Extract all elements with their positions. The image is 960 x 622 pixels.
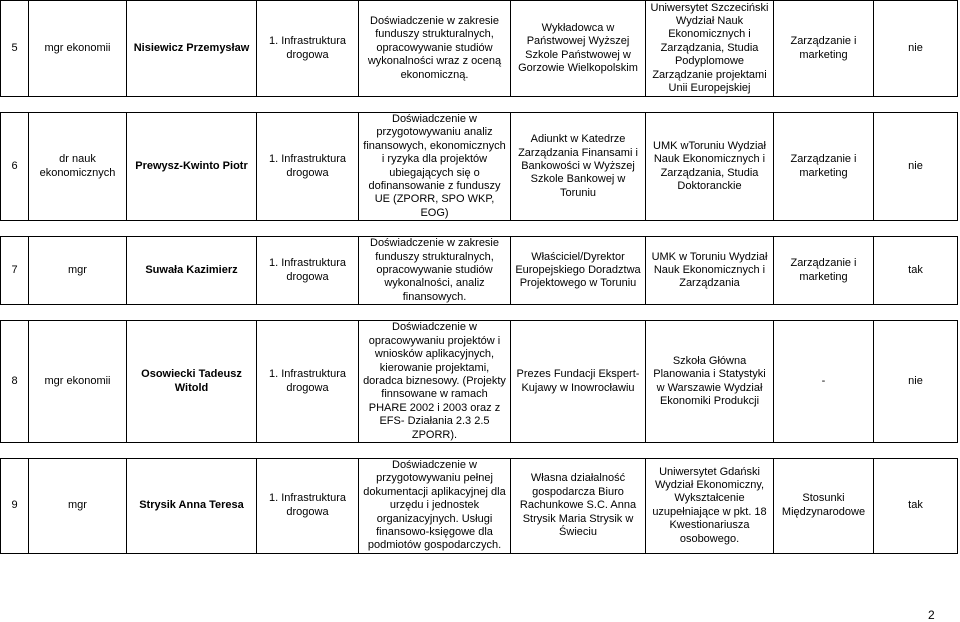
row-spacer — [1, 305, 958, 321]
row-spacer — [1, 221, 958, 237]
education-cell: Uniwersytet Szczeciński Wydział Nauk Ekonomicznych i Zarządzania, Studia Podyplomowe Zarządzanie projektami Unii Europejskiej — [646, 1, 774, 97]
table-row — [1, 237, 958, 305]
area-cell: 1. Infrastruktura drogowa — [257, 237, 359, 305]
row-number: 9 — [1, 458, 29, 553]
position-cell: Właściciel/Dyrektor Europejskiego Doradztwa Projektowego w Toruniu — [511, 237, 646, 305]
education-cell: Szkoła Główna Planowania i Statystyki w Warszawie Wydział Ekonomiki Produkcji — [646, 321, 774, 443]
experience-cell: Doświadczenie w zakresie funduszy strukturalnych, opracowywanie studiów wykonalności wraz z oceną ekonomiczną. — [359, 1, 511, 97]
answer-cell: tak — [874, 458, 958, 553]
answer-cell: tak — [874, 237, 958, 305]
degree-cell: mgr — [29, 237, 127, 305]
education-cell: UMK wToruniu Wydział Nauk Ekonomicznych i Zarządzania, Studia Doktoranckie — [646, 113, 774, 221]
name-cell: Osowiecki Tadeusz Witold — [127, 321, 257, 443]
degree-cell: mgr ekonomii — [29, 321, 127, 443]
name-cell: Prewysz-Kwinto Piotr — [127, 113, 257, 221]
answer-cell: nie — [874, 113, 958, 221]
area-cell: 1. Infrastruktura drogowa — [257, 321, 359, 443]
name-cell: Suwała Kazimierz — [127, 237, 257, 305]
degree-cell: mgr — [29, 458, 127, 553]
area-cell: 1. Infrastruktura drogowa — [257, 113, 359, 221]
table-body — [1, 1, 958, 554]
education-cell: UMK w Toruniu Wydział Nauk Ekonomicznych i Zarządzania — [646, 237, 774, 305]
specialization-cell: Zarządzanie i marketing — [774, 113, 874, 221]
row-number: 8 — [1, 321, 29, 443]
name-cell: Strysik Anna Teresa — [127, 458, 257, 553]
degree-cell: mgr ekonomii — [29, 1, 127, 97]
table-row — [1, 321, 958, 443]
area-cell: 1. Infrastruktura drogowa — [257, 1, 359, 97]
position-cell: Adiunkt w Katedrze Zarządzania Finansami i Bankowości w Wyższej Szkole Bankowej w Toruniu — [511, 113, 646, 221]
position-cell: Własna działalność gospodarcza Biuro Rachunkowe S.C. Anna Strysik Maria Strysik w Świeciu — [511, 458, 646, 553]
area-cell: 1. Infrastruktura drogowa — [257, 458, 359, 553]
row-number: 6 — [1, 113, 29, 221]
education-cell: Uniwersytet Gdański Wydział Ekonomiczny, Wykształcenie uzupełniające w pkt. 18 Kwestionariusza osobowego. — [646, 458, 774, 553]
name-cell: Nisiewicz Przemysław — [127, 1, 257, 97]
answer-cell: nie — [874, 1, 958, 97]
row-spacer — [1, 442, 958, 458]
experience-cell: Doświadczenie w opracowywaniu projektów i wniosków aplikacyjnych, kierowanie projektami, doradca biznesowy. (Projekty finnsowane w ramach PHARE 2002 i 2003 oraz z EFS- Działania 2.3 2.5 ZPORR). — [359, 321, 511, 443]
specialization-cell: - — [774, 321, 874, 443]
specialization-cell: Stosunki Międzynarodowe — [774, 458, 874, 553]
specialization-cell: Zarządzanie i marketing — [774, 237, 874, 305]
position-cell: Prezes Fundacji Ekspert-Kujawy w Inowrocławiu — [511, 321, 646, 443]
row-spacer — [1, 97, 958, 113]
specialization-cell: Zarządzanie i marketing — [774, 1, 874, 97]
table-row — [1, 458, 958, 553]
table-row — [1, 113, 958, 221]
position-cell: Wykładowca w Państwowej Wyższej Szkole Państwowej w Gorzowie Wielkopolskim — [511, 1, 646, 97]
experience-cell: Doświadczenie w przygotowywaniu pełnej dokumentacji aplikacyjnej dla urzędu i jednostek organizacyjnych. Usługi finansowo-księgowe dla podmiotów gospodarczych. — [359, 458, 511, 553]
experience-cell: Doświadczenie w przygotowywaniu analiz finansowych, ekonomicznych i ryzyka dla projektów ubiegających się o dofinansowanie z funduszy UE (ZPORR, SPO WKP, EOG) — [359, 113, 511, 221]
answer-cell: nie — [874, 321, 958, 443]
degree-cell: dr nauk ekonomicznych — [29, 113, 127, 221]
row-number: 5 — [1, 1, 29, 97]
table-row — [1, 1, 958, 97]
experience-cell: Doświadczenie w zakresie funduszy strukturalnych, opracowywanie studiów wykonalności, analiz finansowych. — [359, 237, 511, 305]
page-number: 2 — [928, 608, 935, 622]
row-number: 7 — [1, 237, 29, 305]
